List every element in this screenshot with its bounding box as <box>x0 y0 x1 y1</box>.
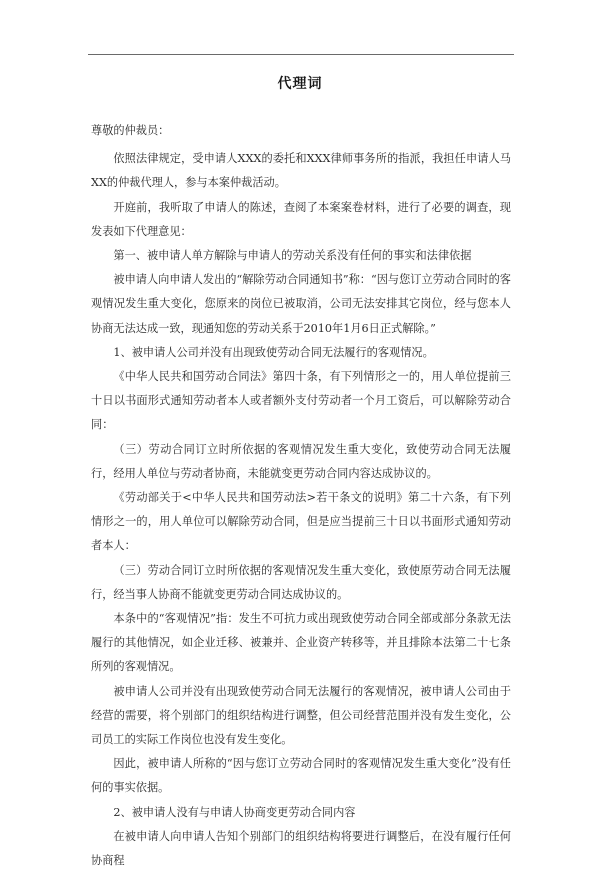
paragraph: 开庭前，我听取了申请人的陈述，查阅了本案案卷材料，进行了必要的调查，现发表如下代理意见： <box>91 200 511 238</box>
paragraph: 《中华人民共和国劳动合同法》第四十条，有下列情形之一的，用人单位提前三十日以书面形式通知劳动者本人或者额外支付劳动者一个月工资后，可以解除劳动合同： <box>91 370 511 432</box>
paragraph: 《劳动部关于<中华人民共和国劳动法>若干条文的说明》第二十六条，有下列情形之一的，用人单位可以解除劳动合同，但是应当提前三十日以书面形式通知劳动者本人： <box>91 491 511 553</box>
document-title: 代理词 <box>277 76 323 92</box>
paragraph: 本条中的“客观情况”指：发生不可抗力或出现致使劳动合同全部或部分条款无法履行的其他情况，如企业迁移、被兼并、企业资产转移等，并且排除本法第二十七条所列的客观情况。 <box>91 612 511 674</box>
paragraph: （三）劳动合同订立时所依据的客观情况发生重大变化，致使劳动合同无法履行，经用人单位与劳动者协商，未能就变更劳动合同内容达成协议的。 <box>91 442 511 480</box>
section-heading: 第一、被申请人单方解除与申请人的劳动关系没有任何的事实和法律依据 <box>113 249 472 263</box>
paragraph: 被申请人向申请人发出的“解除劳动合同通知书”称：“因与您订立劳动合同时的客观情况发生重大变化，您原来的岗位已被取消，公司无法安排其它岗位，经与您本人协商无法达成一致，现通知您的劳动关系于2010年1月6日正式解除。” <box>91 273 511 335</box>
paragraph: 依照法律规定，受申请人XXX的委托和XXX律师事务所的指派，我担任申请人马XX的仲裁代理人，参与本案仲裁活动。 <box>91 152 511 190</box>
paragraph: 因此，被申请人所称的“因与您订立劳动合同时的客观情况发生重大变化”没有任何的事实依据。 <box>91 757 511 795</box>
header-rule <box>88 54 514 55</box>
paragraph: 被申请人公司并没有出现致使劳动合同无法履行的客观情况，被申请人公司由于经营的需要，将个别部门的组织结构进行调整，但公司经营范围并没有发生变化，公司员工的实际工作岗位也没有发生变化。 <box>91 684 511 747</box>
sub-heading: 1、被申请人公司并没有出现致使劳动合同无法履行的客观情况。 <box>113 345 434 359</box>
salutation: 尊敬的仲裁员： <box>91 124 170 137</box>
paragraph: 在被申请人向申请人告知个别部门的组织结构将要进行调整后，在没有履行任何协商程 <box>91 829 511 868</box>
document-body <box>91 119 511 873</box>
sub-heading: 2、被申请人没有与申请人协商变更劳动合同内容 <box>113 805 356 819</box>
paragraph: （三）劳动合同订立时所依据的客观情况发生重大变化，致使原劳动合同无法履行，经当事人协商不能就变更劳动合同达成协议的。 <box>91 563 511 601</box>
